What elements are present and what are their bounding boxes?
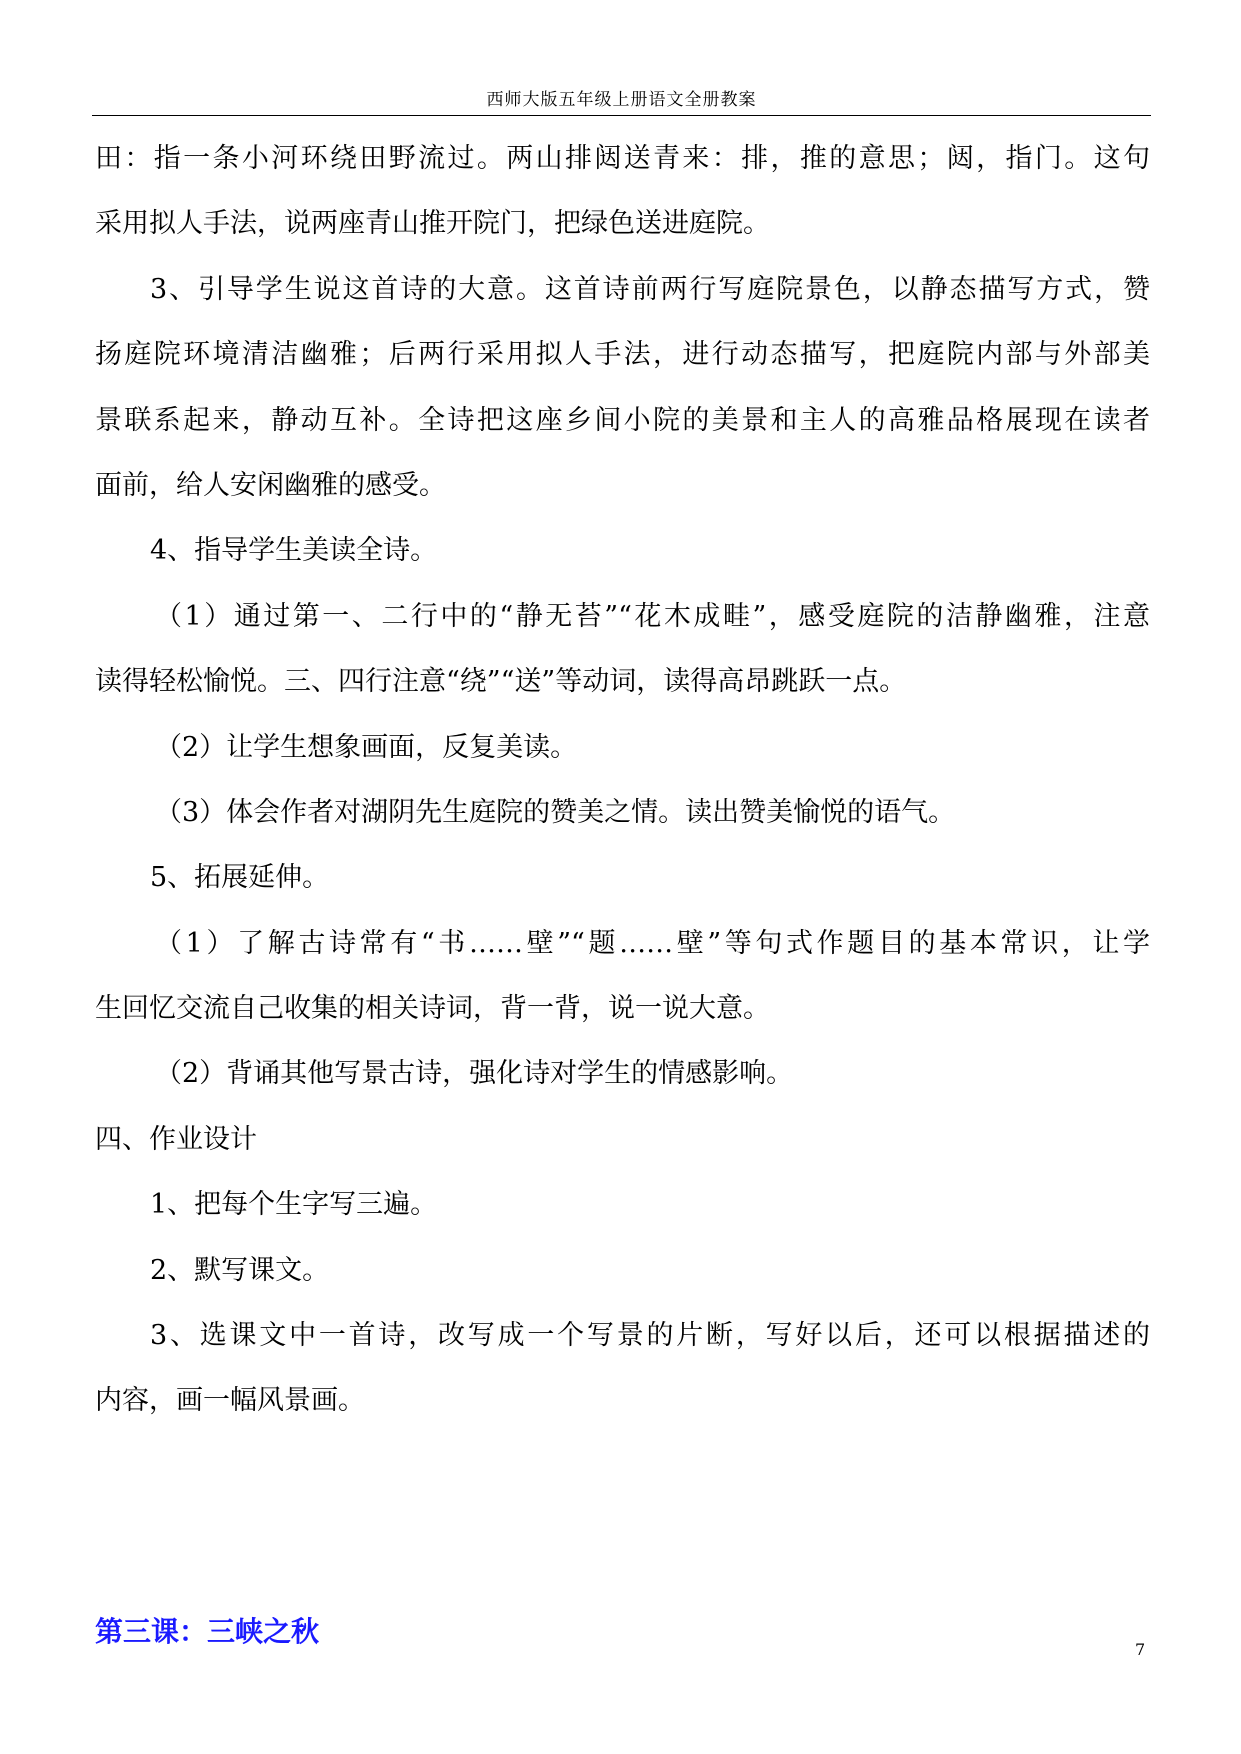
paragraph-line: 1、把每个生字写三遍。: [150, 1189, 438, 1221]
paragraph-line: 4、指导学生美读全诗。: [150, 535, 438, 567]
paragraph-line: （1）了解古诗常有“书……壁”“题……壁”等句式作题目的基本常识，让学: [155, 927, 1150, 959]
document-body: [95, 126, 1150, 1664]
paragraph-line: （1）通过第一、二行中的“静无苔”“花木成畦”，感受庭院的洁静幽雅，注意: [155, 600, 1150, 632]
blank-space: [95, 1434, 1150, 1599]
paragraph-line: （2）让学生想象画面，反复美读。: [155, 731, 578, 763]
paragraph-line: （2）背诵其他写景古诗，强化诗对学生的情感影响。: [155, 1058, 794, 1090]
paragraph-line: 生回忆交流自己收集的相关诗词，背一背，说一说大意。: [95, 993, 770, 1025]
paragraph-line: 5、拓展延伸。: [150, 862, 330, 894]
paragraph-line: 景联系起来，静动互补。全诗把这座乡间小院的美景和主人的高雅品格展现在读者: [95, 404, 1150, 436]
paragraph-line: 读得轻松愉悦。三、四行注意“绕”“送”等动词，读得高昂跳跃一点。: [95, 666, 907, 698]
header-divider: [92, 115, 1151, 116]
paragraph-line: 3、引导学生说这首诗的大意。这首诗前两行写庭院景色，以静态描写方式，赞: [150, 273, 1150, 305]
lesson-title: 第三课：三峡之秋: [95, 1614, 320, 1648]
page-header: 西师大版五年级上册语文全册教案: [486, 90, 757, 110]
paragraph-line: 面前，给人安闲幽雅的感受。: [95, 469, 446, 501]
paragraph-line: 内容，画一幅风景画。: [95, 1385, 365, 1417]
paragraph-line: 扬庭院环境清洁幽雅；后两行采用拟人手法，进行动态描写，把庭院内部与外部美: [95, 339, 1150, 371]
paragraph-line: 3、选课文中一首诗，改写成一个写景的片断，写好以后，还可以根据描述的: [150, 1320, 1150, 1352]
page-number: 7: [1135, 1640, 1146, 1659]
section-heading: 四、作业设计: [95, 1123, 257, 1155]
paragraph-line: 2、默写课文。: [150, 1254, 330, 1286]
paragraph-line: 田：指一条小河环绕田野流过。两山排闼送青来：排，推的意思；闼，指门。这句: [95, 143, 1150, 174]
paragraph-line: （3）体会作者对湖阴先生庭院的赞美之情。读出赞美愉悦的语气。: [155, 796, 956, 828]
paragraph-line: 采用拟人手法，说两座青山推开院门，把绿色送进庭院。: [95, 208, 770, 240]
